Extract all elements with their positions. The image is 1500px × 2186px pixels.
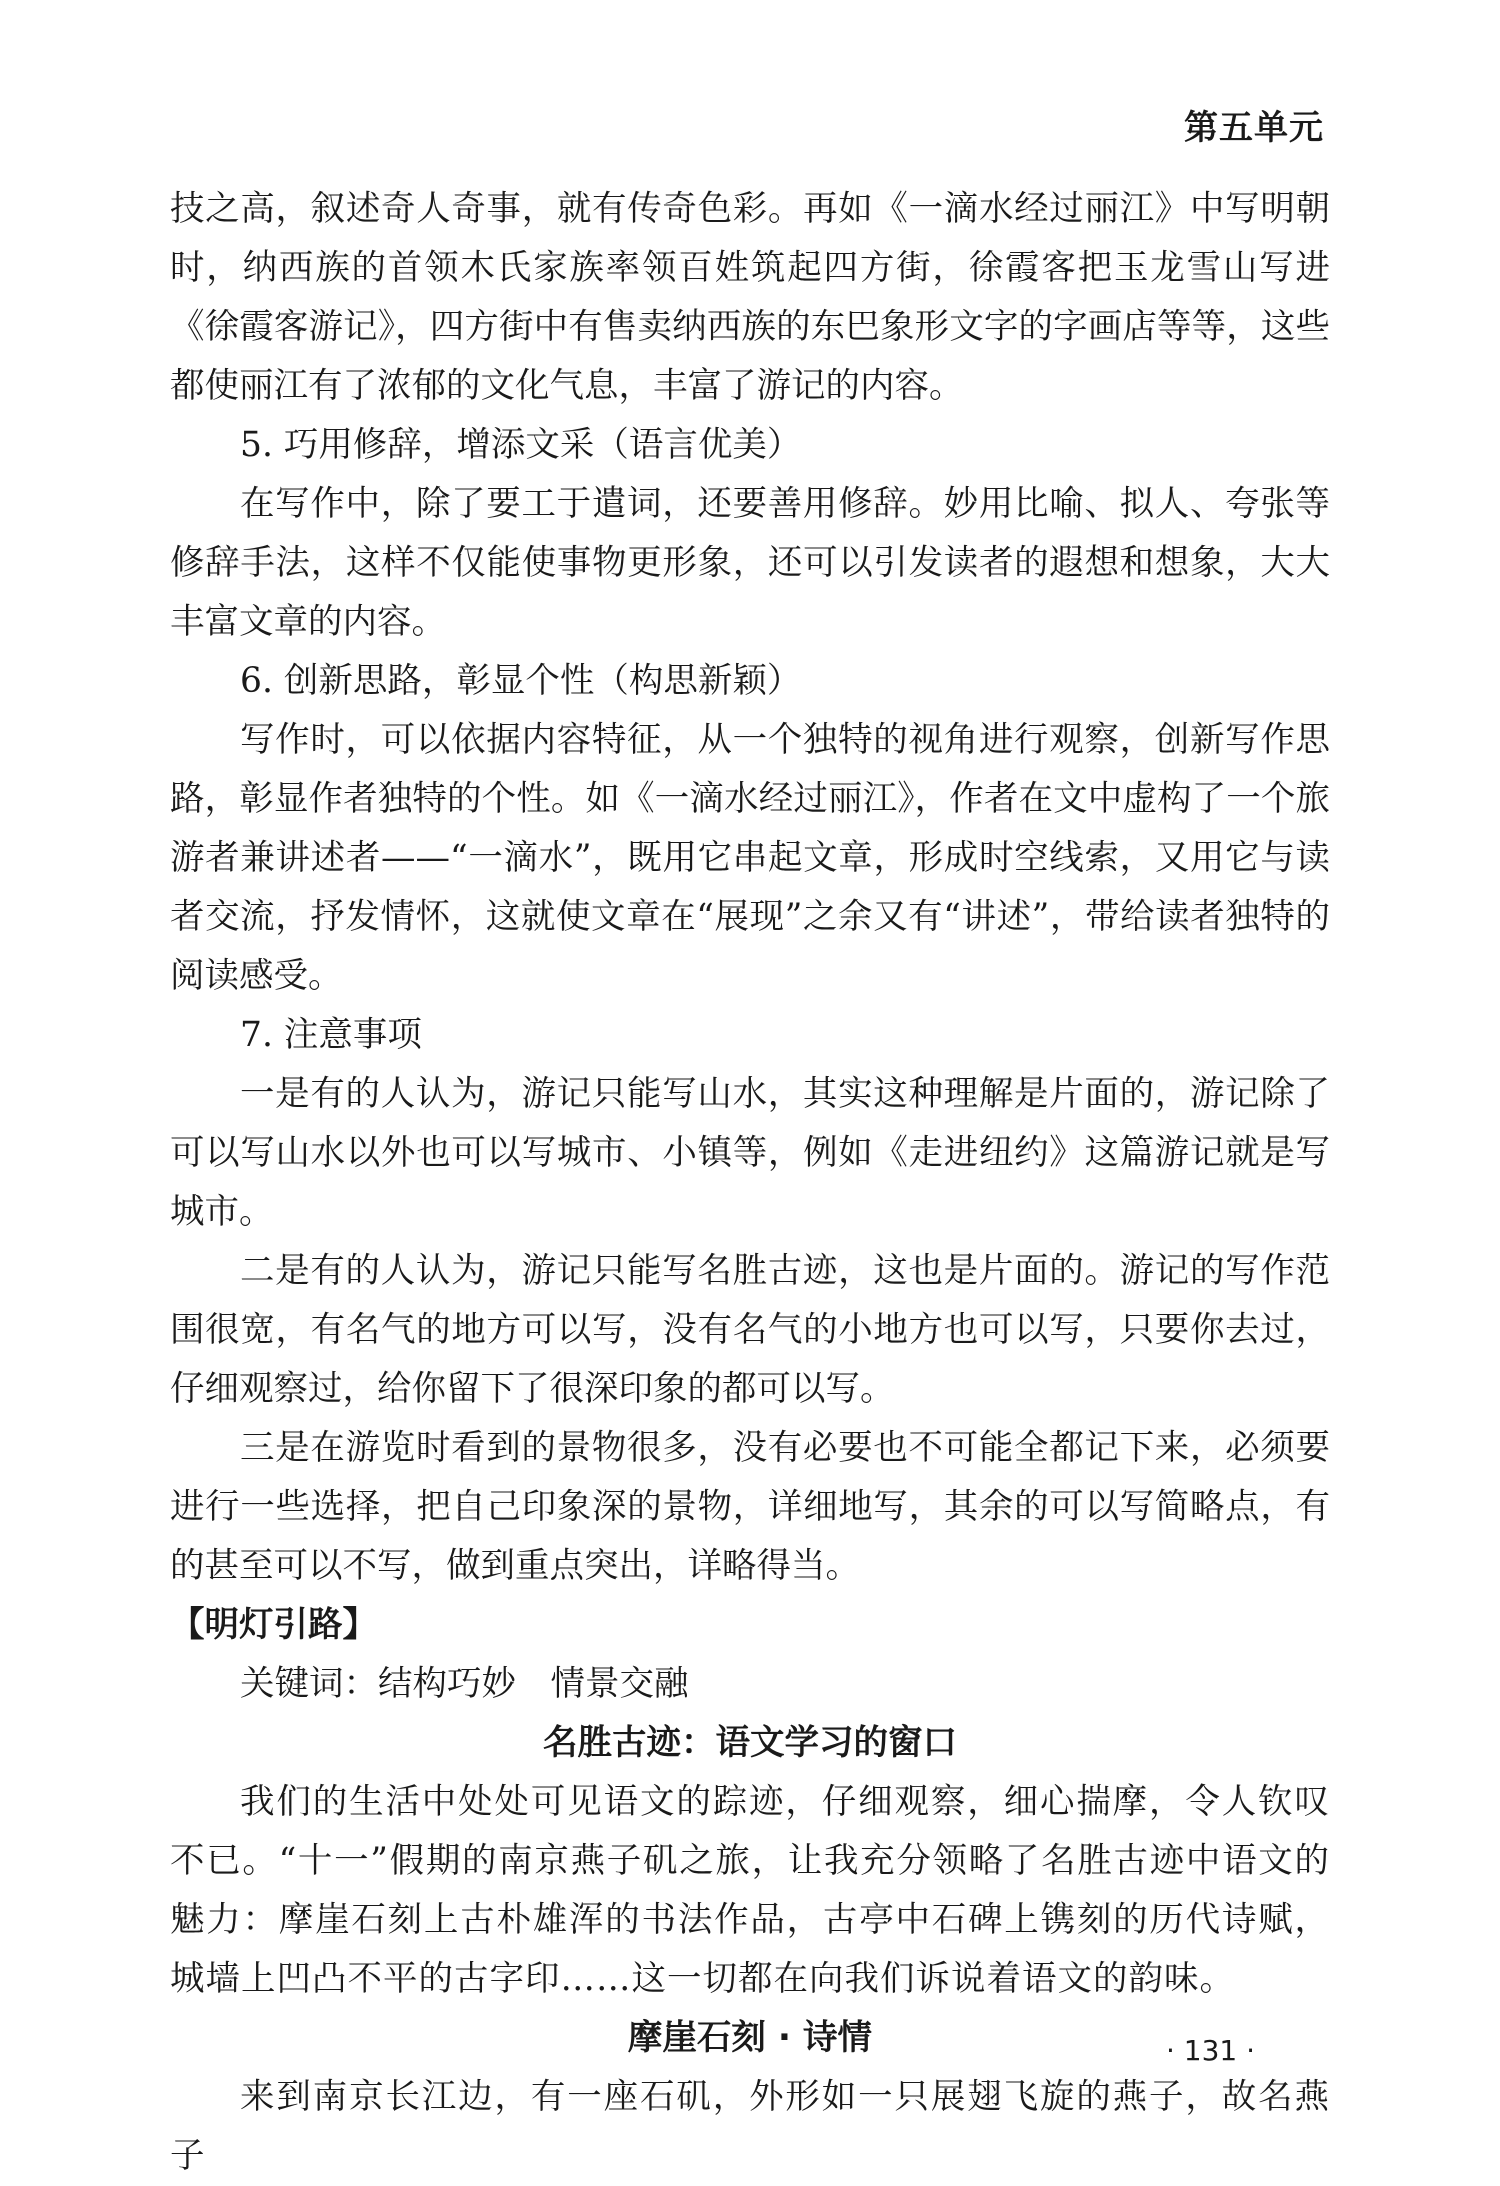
section-heading-5: 5. 巧用修辞，增添文采（语言优美）: [240, 425, 802, 465]
paragraph-note-3: 三是在游览时看到的景物很多，没有必要也不可能全都记下来，必须要进行一些选择，把自己印象深的景物，详细地写，其余的可以写简略点，有的甚至可以不写，做到重点突出，详略得当。: [170, 1428, 1330, 1586]
unit-header: 第五单元: [1184, 108, 1324, 148]
paragraph-rhetoric: 在写作中，除了要工于遣词，还要善用修辞。妙用比喻、拟人、夸张等修辞手法，这样不仅能使事物更形象，还可以引发读者的遐想和想象，大大丰富文章的内容。: [170, 484, 1330, 642]
page-number: · 131 ·: [1166, 2034, 1256, 2067]
paragraph-innovation: 写作时，可以依据内容特征，从一个独特的视角进行观察，创新写作思路，彰显作者独特的个性。如《一滴水经过丽江》，作者在文中虚构了一个旅游者兼讲述者——“一滴水”，既用它串起文章，形成时空线索，又用它与读者交流，抒发情怀，这就使文章在“展现”之余又有“讲述”，带给读者独特的阅读感受。: [170, 720, 1330, 996]
guide-keywords: 关键词：结构巧妙 情景交融: [240, 1664, 689, 1704]
essay-intro: 我们的生活中处处可见语文的踪迹，仔细观察，细心揣摩，令人钦叹不已。“十一”假期的南京燕子矶之旅，让我充分领略了名胜古迹中语文的魅力：摩崖石刻上古朴雄浑的书法作品，古亭中石碑上镌刻的历代诗赋，城墙上凹凸不平的古字印……这一切都在向我们诉说着语文的韵味。: [170, 1782, 1330, 1999]
paragraph-note-2: 二是有的人认为，游记只能写名胜古迹，这也是片面的。游记的写作范围很宽，有名气的地方可以写，没有名气的小地方也可以写，只要你去过，仔细观察过，给你留下了很深印象的都可以写。: [170, 1251, 1330, 1409]
page-body: [170, 180, 1330, 2186]
paragraph-continued: 技之高，叙述奇人奇事，就有传奇色彩。再如《一滴水经过丽江》中写明朝时，纳西族的首领木氏家族率领百姓筑起四方街，徐霞客把玉龙雪山写进《徐霞客游记》，四方街中有售卖纳西族的东巴象形文字的字画店等等，这些都使丽江有了浓郁的文化气息，丰富了游记的内容。: [170, 189, 1330, 406]
essay-paragraph: 来到南京长江边，有一座石矶，外形如一只展翅飞旋的燕子，故名燕子: [170, 2077, 1330, 2176]
section-heading-6: 6. 创新思路，彰显个性（构思新颖）: [240, 661, 802, 701]
essay-subtitle: 摩崖石刻 · 诗情: [627, 2018, 873, 2058]
guide-label: 【明灯引路】: [170, 1605, 377, 1645]
essay-title: 名胜古迹：语文学习的窗口: [543, 1723, 957, 1763]
paragraph-note-1: 一是有的人认为，游记只能写山水，其实这种理解是片面的，游记除了可以写山水以外也可以写城市、小镇等，例如《走进纽约》这篇游记就是写城市。: [170, 1074, 1330, 1232]
section-heading-7: 7. 注意事项: [240, 1015, 422, 1055]
sample-essay: [170, 1714, 1330, 2186]
